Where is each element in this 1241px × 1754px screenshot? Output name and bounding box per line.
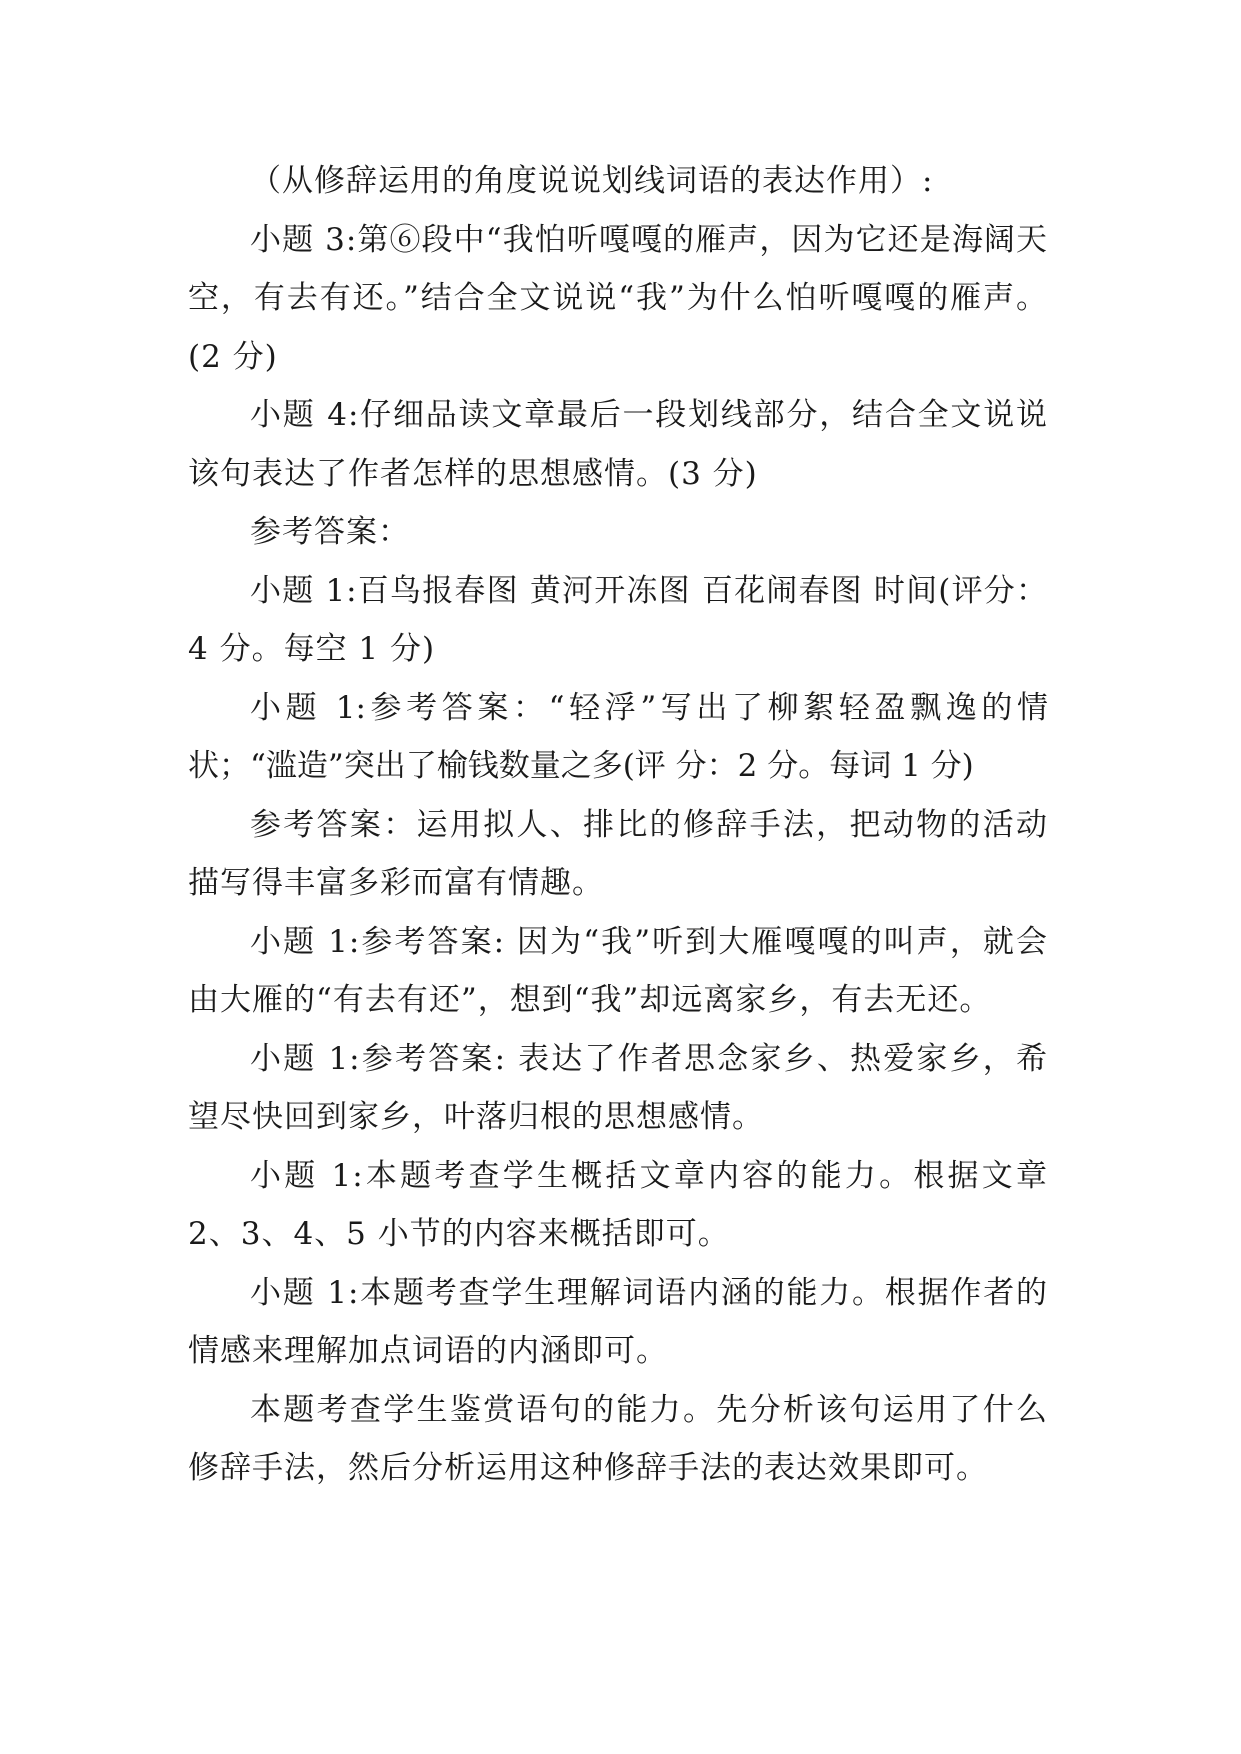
paragraph-analysis-1: 小题 1:本题考查学生概括文章内容的能力。根据文章2、3、4、5 小节的内容来概括即可。 xyxy=(188,1157,1048,1252)
paragraph-answer-2: 小题 1:参考答案：“轻浮”写出了柳絮轻盈飘逸的情状；“滥造”突出了榆钱数量之多(评 分：2 分。每词 1 分) xyxy=(188,689,1048,784)
paragraph-answer-3: 参考答案：运用拟人、排比的修辞手法，把动物的活动描写得丰富多彩而富有情趣。 xyxy=(188,806,1048,901)
paragraph-analysis-2: 小题 1:本题考查学生理解词语内涵的能力。根据作者的情感来理解加点词语的内涵即可。 xyxy=(188,1274,1048,1369)
document-body xyxy=(188,152,1048,1498)
paragraph-analysis-3: 本题考查学生鉴赏语句的能力。先分析该句运用了什么修辞手法，然后分析运用这种修辞手法的表达效果即可。 xyxy=(188,1391,1048,1486)
paragraph-question-3: 小题 3:第⑥段中“我怕听嘎嘎的雁声，因为它还是海阔天空，有去有还。”结合全文说说“我”为什么怕听嘎嘎的雁声。(2 分) xyxy=(188,221,1048,375)
paragraph-question-4: 小题 4:仔细品读文章最后一段划线部分，结合全文说说该句表达了作者怎样的思想感情。(3 分) xyxy=(188,397,1048,492)
paragraph-answer-5: 小题 1:参考答案: 表达了作者思念家乡、热爱家乡，希望尽快回到家乡，叶落归根的思想感情。 xyxy=(188,1040,1048,1135)
paragraph-instruction: （从修辞运用的角度说说划线词语的表达作用）: xyxy=(250,163,934,199)
paragraph-answer-1: 小题 1:百鸟报春图 黄河开冻图 百花闹春图 时间(评分：4 分。每空 1 分) xyxy=(188,572,1048,667)
paragraph-answer-heading: 参考答案： xyxy=(250,514,410,550)
paragraph-answer-4: 小题 1:参考答案: 因为“我”听到大雁嘎嘎的叫声，就会由大雁的“有去有还”，想到“我”却远离家乡，有去无还。 xyxy=(188,923,1048,1018)
